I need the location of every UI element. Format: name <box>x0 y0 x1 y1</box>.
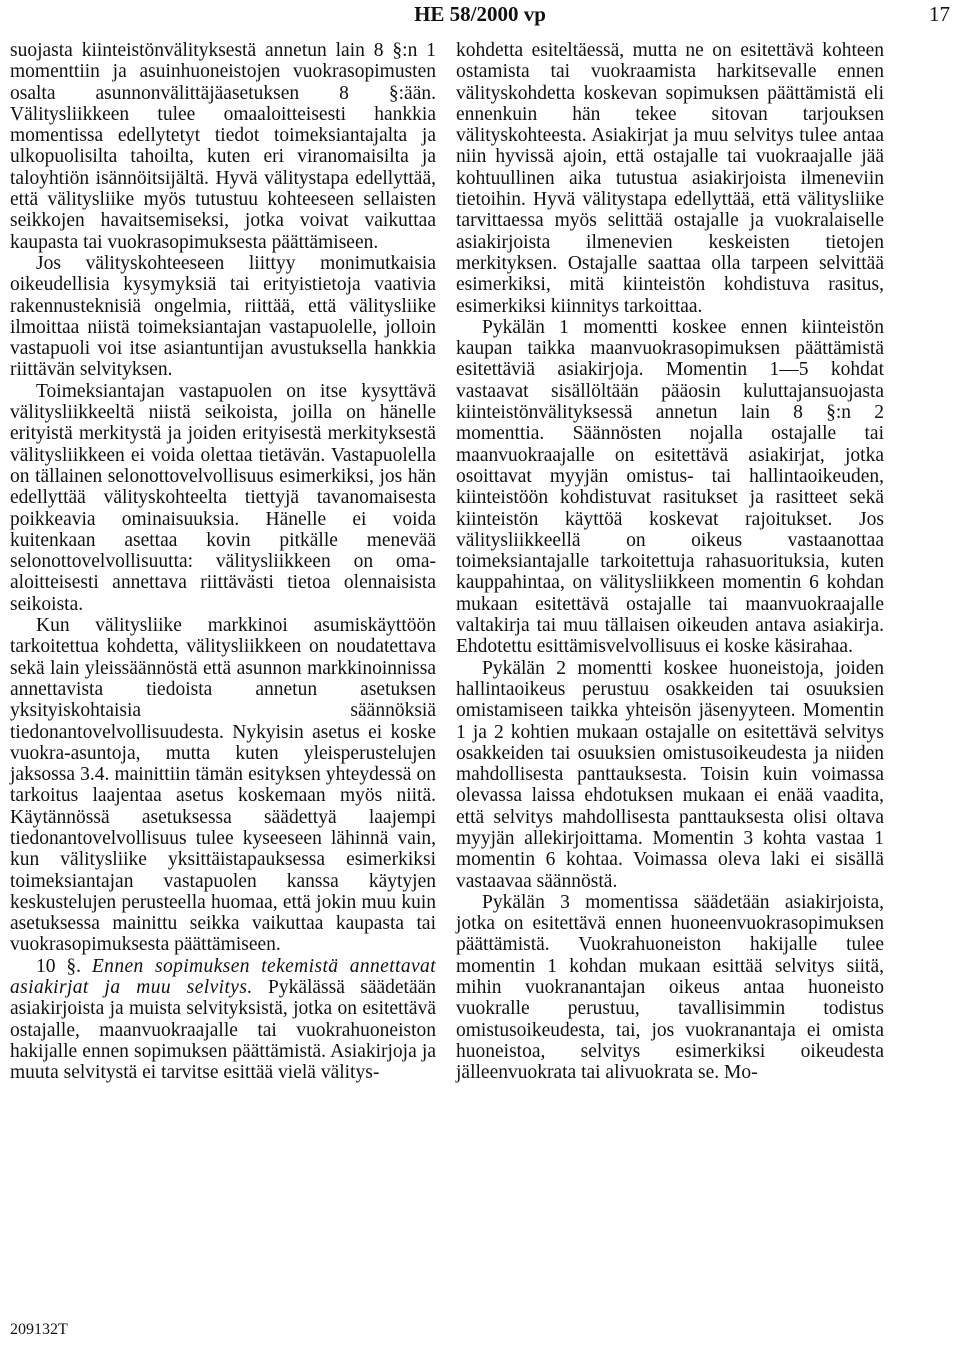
paragraph: Kun välitysliike markkinoi asumiskäyttöön tarkoitettua kohdetta, välitysliikkeen on noudatettava sekä lain yleissäännöstä että asunnon markkinoinnissa annettavista tiedoista annetun asetuksen yksityiskohtaisia säännöksiä tiedonantovelvollisuudesta. Nykyisin asetus ei koske vuokra-asuntoja, mutta kuten yleisperustelujen jaksossa 3.4. mainittiin tämän esityksen yhteydessä on tarkoitus laajentaa asetus koskemaan myös niitä. Käytännössä asetuksessa säädettyä laajempi tiedonantovelvollisuus tulee kyseeseen lähinnä vain, kun välitysliike yksittäistapauksessa esimerkiksi toimeksiantajan vastapuolen kanssa käytyjen keskustelujen perusteella huomaa, että jokin muu kuin asetuksessa mainittu seikka vaikuttaa kaupasta tai vuokrasopimuksesta päättämiseen. <box>10 615 436 956</box>
section-number: 10 §. <box>36 955 81 977</box>
paragraph: kohdetta esiteltäessä, mutta ne on esitettävä kohteen ostamista tai vuokraamista harkitsevalle ennen välityskohdetta koskevan sopimuksen päättämistä eli ennenkuin hän tekee sitovan tarjouksen välityskohteesta. Asiakirjat ja muu selvitys tulee antaa niin hyvissä ajoin, että ostajalle tai vuokraajalle jää kohtuullinen aika tutustua asiakirjoista ilmeneviin tietoihin. Hyvä välitystapa edellyttää, että välitysliike tarvittaessa myös selittää ostajalle ja vuokralaiselle asiakirjoista ilmenevien keskeisten tietojen merkityksen. Ostajalle saattaa olla tarpeen selvittää esimerkiksi, mitä kiinteistön kohdistuva rasitus, esimerkiksi kiinnitys tarkoittaa. <box>456 40 884 317</box>
section-heading: Ennen sopimuksen tekemistä annettavat asiakirjat ja muu selvitys. <box>10 955 437 999</box>
paragraph: Pykälän 3 momentissa säädetään asiakirjoista, jotka on esitettävä ennen huoneenvuokrasopimuksen päättämistä. Vuokrahuoneiston hakijalle tulee momentin 1 kohdan mukaan esittää selvitys siitä, mihin vuokranantajan oikeus antaa huoneisto vuokralle perustuu, tavallisimmin todistus omistusoikeudesta, tai, jos vuokranantaja ei omista huoneistoa, selvitys esimerkiksi oikeudesta jälleenvuokrata tai alivuokrata se. Mo- <box>456 891 884 1084</box>
footer-print-code: 209132T <box>10 1321 68 1338</box>
paragraph: Toimeksiantajan vastapuolen on itse kysyttävä välitysliikkeeltä niistä seikoista, joilla on hänelle erityistä merkitystä ja joiden erityisestä merkityksestä välitysliikkeen ei voida olettaa tietävän. Vastapuolella on tällainen selonottovelvollisuus esimerkiksi, jos hän edellyttää välityskohteelta tiettyjä tavanomaisesta poikkeavia ominaisuuksia. Hänelle ei voida kuitenkaan asettaa kovin pitkälle menevää selonottovelvollisuutta: välitysliikkeen on oma-aloitteisesti annettava riittävästi tietoa olennaisista seikoista. <box>10 380 436 615</box>
section-body: Pykälässä säädetään asiakirjoista ja muista selvityksistä, jotka on esitettävä ostajalle, maanvuokraajalle tai vuokrahuoneiston hakijalle ennen sopimuksen päättämistä. Asiakirjoja ja muuta selvitystä ei tarvitse esittää vielä välitys- <box>10 977 437 1084</box>
document-header-title: HE 58/2000 vp <box>414 2 546 26</box>
page-number: 17 <box>929 2 950 26</box>
paragraph: suojasta kiinteistönvälityksestä annetun lain 8 §:n 1 momenttiin ja asuinhuoneistojen vuokrasopimusten osalta asunnonvälittäjäasetuksen 8 §:ään. Välitysliikkeen tulee omaaloitteisesti hankkia momentissa edellytetyt tiedot toimeksiantajalta ja ulkopuolisilta tahoilta, kuten eri viranomaisilta ja taloyhtiön isännöitsijältä. Hyvä välitystapa edellyttää, että välitysliike myös tutustuu kohteeseen sellaisten seikkojen havaitsemiseksi, jotka voivat vaikuttaa kaupasta tai vuokrasopimuksesta päättämiseen. <box>10 40 436 253</box>
left-text-column <box>10 40 436 1084</box>
paragraph: Pykälän 2 momentti koskee huoneistoja, joiden hallintaoikeus perustuu osakkeiden tai osuuksien omistamiseen taikka yhteisön jäsenyyteen. Momentin 1 ja 2 kohtien mukaan ostajalle on esitettävä selvitys osakkeiden tai osuuksien omistusoikeudesta ja niiden mahdollisesta panttauksesta. Toisin kuin voimassa olevassa laissa ehdotuksen mukaan ei enää vaadita, että selvitys mahdollisesta panttauksesta olisi oltava myyjän allekirjoittama. Momentin 3 kohta vastaa 1 momentin 6 kohtaa. Voimassa oleva laki ei sisällä vastaavaa säännöstä. <box>456 657 884 892</box>
paragraph: Pykälän 1 momentti koskee ennen kiinteistön kaupan taikka maanvuokrasopimuksen päättämistä esitettäviä asiakirjoja. Momentin 1—5 kohdat vastaavat sisällöltään pääosin kuluttajansuojasta kiinteistönvälityksessä annetun lain 8 §:n 2 momenttia. Säännösten nojalla ostajalle tai maanvuokraajalle on esitettävä asiakirjat, jotka osoittavat myyjän omistus- tai hallintaoikeuden, kiinteistöön kohdistuvat rasitukset ja rasitteet sekä kiinteistön käyttöä koskevat rajoitukset. Jos välitysliikkeellä on oikeus vastaanottaa toimeksiantajalle tarkoitettuja rahasuorituksia, kuten kauppahintaa, on välitysliikkeen momentin 6 kohdan mukaan esitettävä ostajalle tai maanvuokraajalle valtakirja tai muu tällaisen oikeuden antava asiakirja. Ehdotettu esittämisvelvollisuus ei koske käsirahaa. <box>456 316 884 658</box>
section-paragraph <box>10 956 436 1084</box>
paragraph: Jos välityskohteeseen liittyy monimutkaisia oikeudellisia kysymyksiä tai erityistietoja vaativia rakennusteknisiä ongelmia, riittää, että välitysliike ilmoittaa niistä toimeksiantajan vastapuolelle, jolloin vastapuoli voi itse asiantuntijan avustuksella hankkia riittävän selvityksen. <box>10 252 436 381</box>
right-text-column <box>456 40 884 1084</box>
